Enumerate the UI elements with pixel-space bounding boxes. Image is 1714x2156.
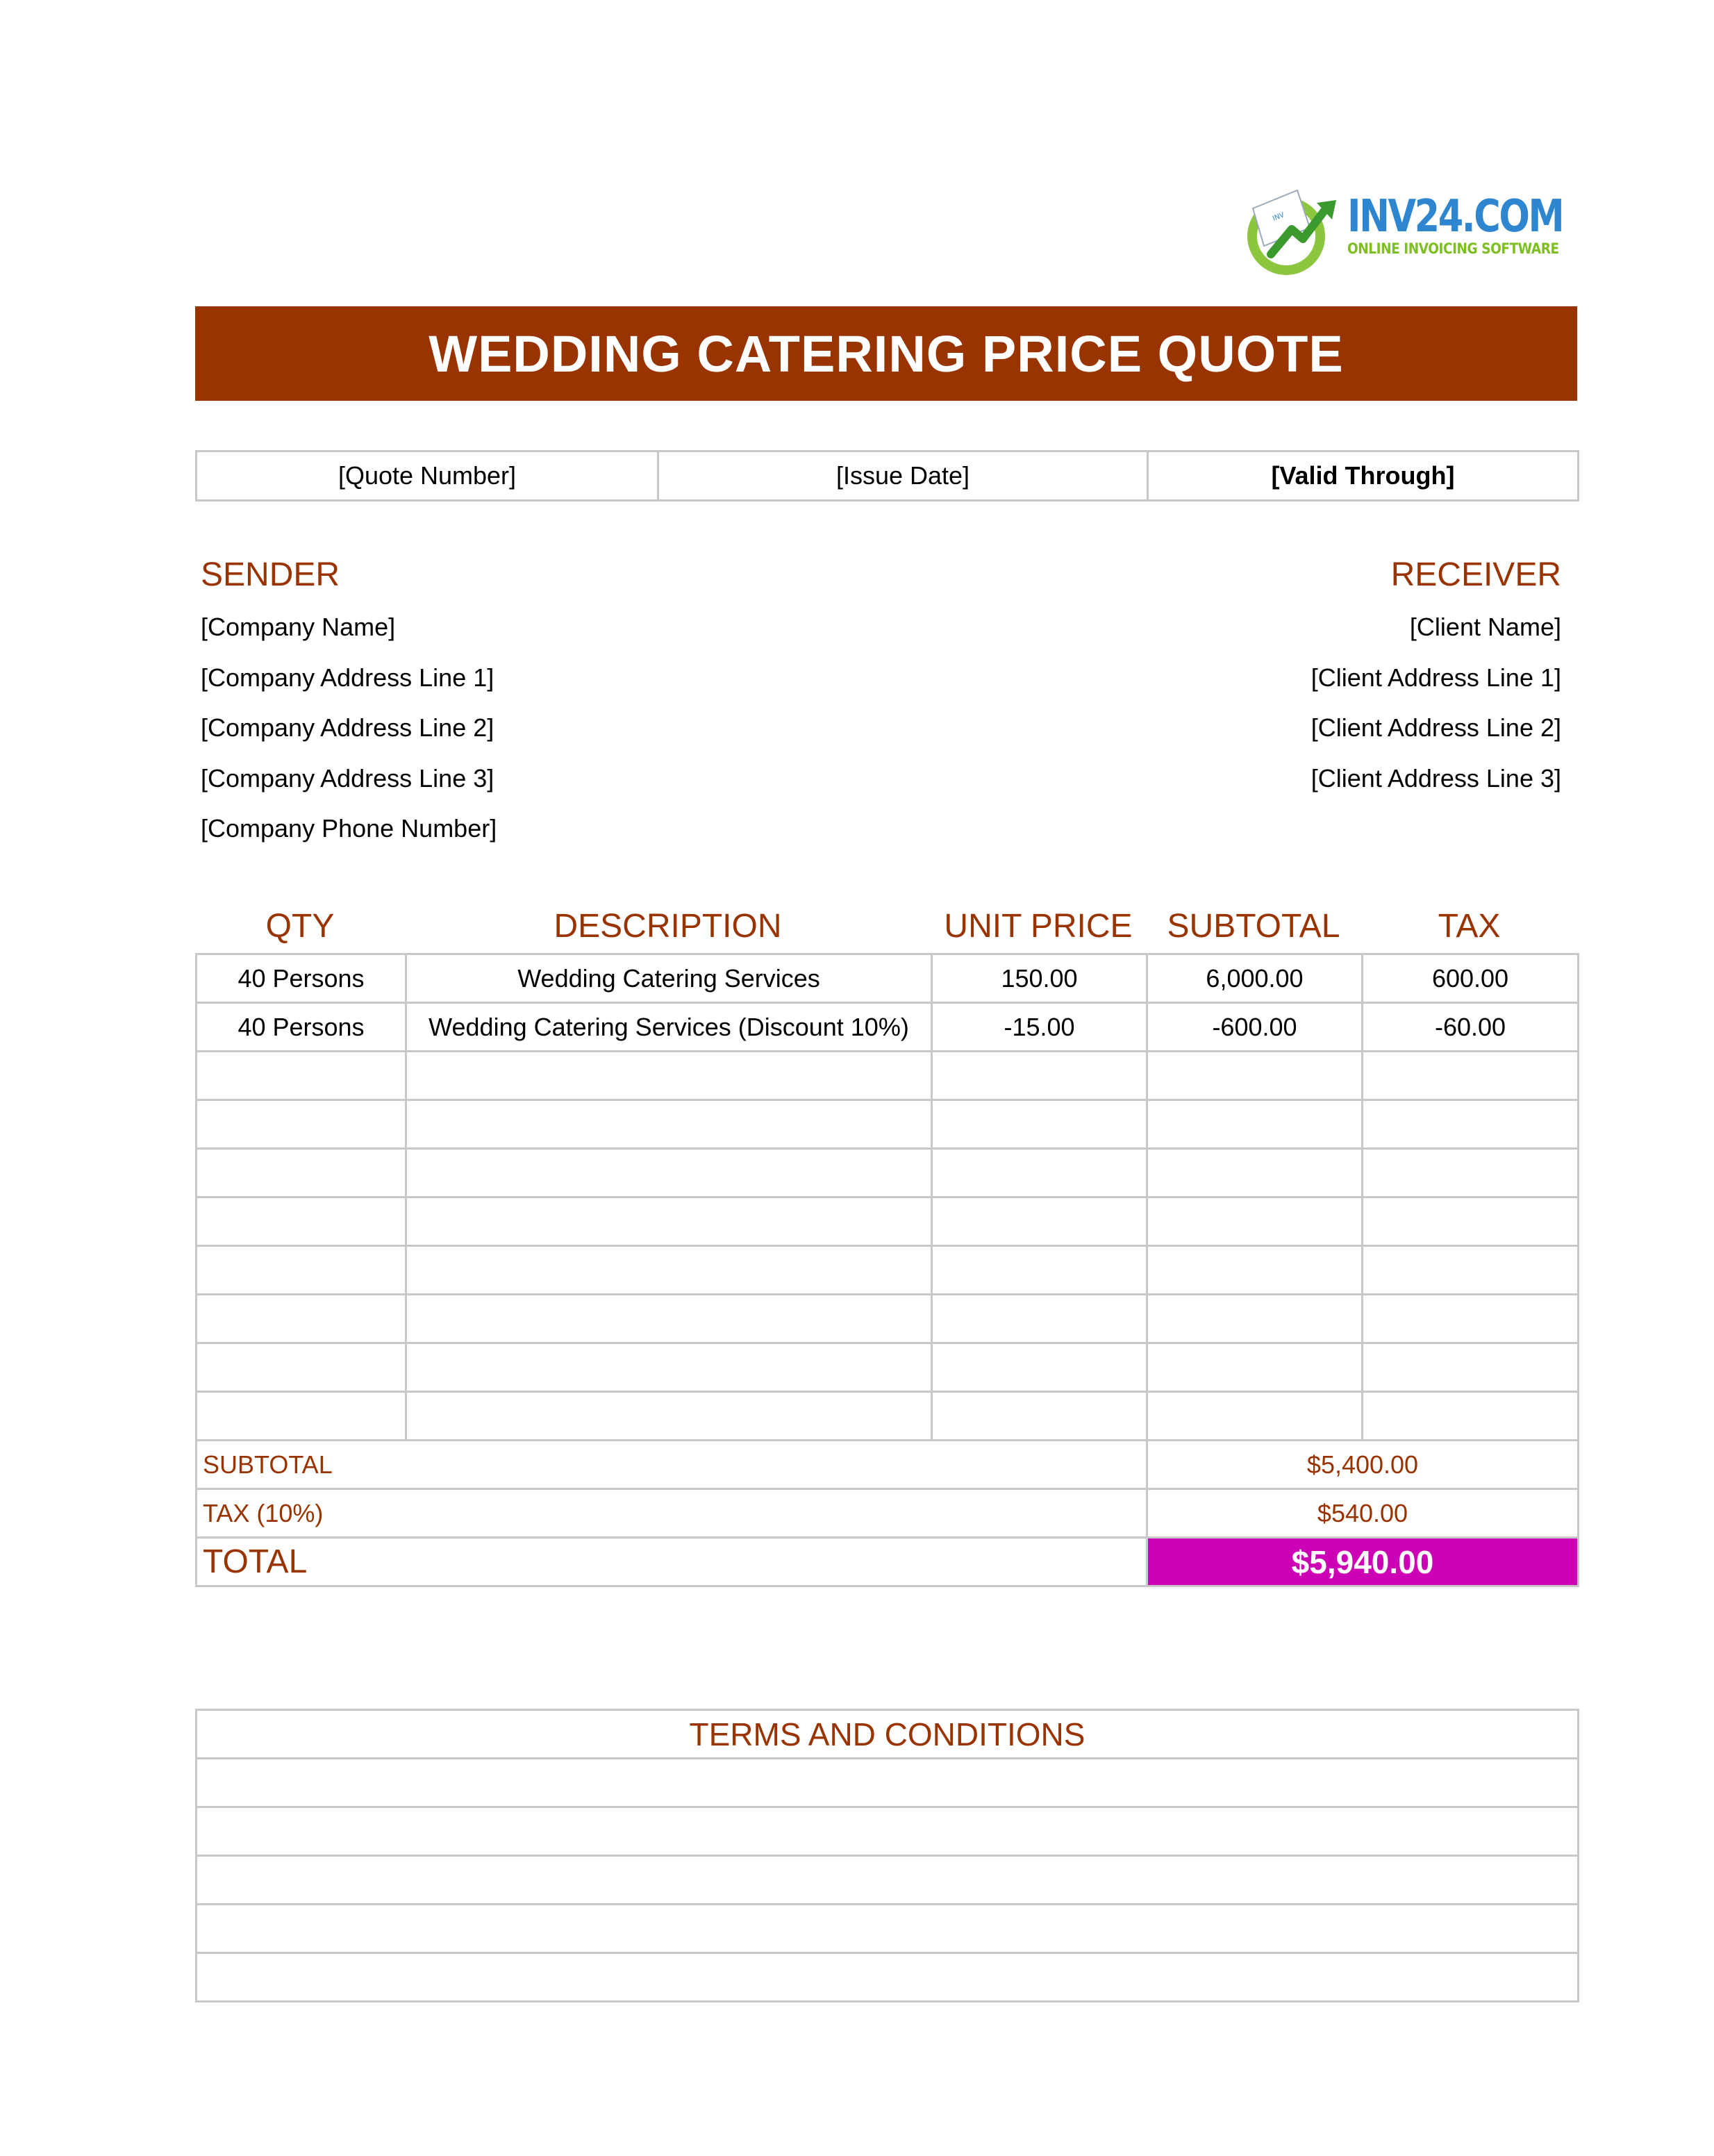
document-title: WEDDING CATERING PRICE QUOTE [428,324,1344,383]
total-value: $5,940.00 [1147,1538,1579,1586]
item-tax[interactable]: 600.00 [1363,954,1579,1003]
valid-through[interactable]: [Valid Through] [1148,451,1579,501]
empty-cell[interactable] [1363,1343,1579,1392]
subtotal-label: SUBTOTAL [197,1441,1147,1489]
empty-cell[interactable] [932,1392,1147,1441]
quote-meta-table [195,450,1579,501]
empty-cell[interactable] [197,1392,406,1441]
col-header-subtotal: SUBTOTAL [1167,908,1340,945]
empty-cell[interactable] [406,1052,932,1100]
empty-cell[interactable] [1363,1295,1579,1343]
empty-cell[interactable] [1147,1052,1363,1100]
svg-text:INV: INV [1272,211,1286,223]
col-header-unit-price: UNIT PRICE [944,908,1133,945]
logo-chart-icon [1243,182,1340,279]
item-tax[interactable]: -60.00 [1363,1003,1579,1052]
empty-cell[interactable] [1147,1343,1363,1392]
item-unit-price[interactable]: 150.00 [932,954,1147,1003]
terms-table [195,1709,1579,2002]
empty-cell[interactable] [406,1295,932,1343]
empty-cell[interactable] [406,1100,932,1149]
empty-cell[interactable] [406,1343,932,1392]
empty-cell[interactable] [406,1197,932,1246]
receiver-address-line-1[interactable]: [Client Address Line 1] [1311,663,1561,692]
empty-cell[interactable] [197,1100,406,1149]
empty-cell[interactable] [1363,1246,1579,1295]
empty-cell[interactable] [197,1149,406,1197]
empty-cell[interactable] [1147,1392,1363,1441]
empty-cell[interactable] [1363,1052,1579,1100]
logo-name: INV24.COM [1347,191,1563,242]
empty-cell[interactable] [932,1197,1147,1246]
empty-cell[interactable] [1363,1100,1579,1149]
empty-cell[interactable] [1147,1197,1363,1246]
empty-cell[interactable] [197,1246,406,1295]
total-row [197,1538,1579,1586]
col-header-tax: TAX [1438,908,1501,945]
terms-line[interactable] [197,1807,1579,1856]
title-banner [195,306,1577,401]
empty-cell[interactable] [197,1295,406,1343]
receiver-address-line-3[interactable]: [Client Address Line 3] [1311,764,1561,793]
item-subtotal[interactable]: 6,000.00 [1147,954,1363,1003]
empty-cell[interactable] [406,1392,932,1441]
item-unit-price[interactable]: -15.00 [932,1003,1147,1052]
empty-row [197,1197,1579,1246]
sender-address-line-1[interactable]: [Company Address Line 1] [201,663,494,692]
empty-cell[interactable] [197,1343,406,1392]
logo-tagline: ONLINE INVOICING SOFTWARE [1347,240,1559,257]
item-subtotal[interactable]: -600.00 [1147,1003,1363,1052]
empty-cell[interactable] [197,1052,406,1100]
empty-row [197,1052,1579,1100]
empty-cell[interactable] [932,1343,1147,1392]
empty-cell[interactable] [932,1246,1147,1295]
total-label: TOTAL [197,1538,1147,1586]
tax-value: $540.00 [1147,1489,1579,1538]
empty-row [197,1392,1579,1441]
sender-heading: SENDER [201,556,340,593]
sender-address-line-3[interactable]: [Company Address Line 3] [201,764,494,793]
terms-line[interactable] [197,1953,1579,2002]
empty-cell[interactable] [1363,1149,1579,1197]
receiver-heading: RECEIVER [1390,556,1561,593]
quote-number[interactable]: [Quote Number] [197,451,658,501]
receiver-address-line-2[interactable]: [Client Address Line 2] [1311,713,1561,742]
empty-row [197,1343,1579,1392]
empty-cell[interactable] [1363,1197,1579,1246]
sender-phone-number[interactable]: [Company Phone Number] [201,814,497,843]
empty-cell[interactable] [197,1197,406,1246]
empty-row [197,1246,1579,1295]
table-row [197,1003,1579,1052]
empty-cell[interactable] [932,1149,1147,1197]
empty-row [197,1149,1579,1197]
sender-address-line-2[interactable]: [Company Address Line 2] [201,713,494,742]
receiver-client-name[interactable]: [Client Name] [1409,613,1561,641]
item-qty[interactable]: 40 Persons [197,1003,406,1052]
sender-company-name[interactable]: [Company Name] [201,613,396,641]
empty-cell[interactable] [1147,1246,1363,1295]
issue-date[interactable]: [Issue Date] [658,451,1148,501]
line-items-table [195,953,1579,1587]
terms-line[interactable] [197,1759,1579,1807]
terms-line[interactable] [197,1856,1579,1905]
table-row [197,954,1579,1003]
tax-row [197,1489,1579,1538]
inv24-logo [1243,182,1563,279]
empty-row [197,1295,1579,1343]
item-description[interactable]: Wedding Catering Services (Discount 10%) [406,1003,932,1052]
item-description[interactable]: Wedding Catering Services [406,954,932,1003]
col-header-qty: QTY [265,908,335,945]
empty-cell[interactable] [932,1100,1147,1149]
item-qty[interactable]: 40 Persons [197,954,406,1003]
empty-cell[interactable] [1147,1295,1363,1343]
empty-row [197,1100,1579,1149]
empty-cell[interactable] [1147,1100,1363,1149]
empty-cell[interactable] [406,1149,932,1197]
col-header-description: DESCRIPTION [554,908,782,945]
empty-cell[interactable] [406,1246,932,1295]
empty-cell[interactable] [932,1295,1147,1343]
terms-line[interactable] [197,1905,1579,1953]
empty-cell[interactable] [1147,1149,1363,1197]
tax-label: TAX (10%) [197,1489,1147,1538]
subtotal-value: $5,400.00 [1147,1441,1579,1489]
empty-cell[interactable] [932,1052,1147,1100]
terms-heading: TERMS AND CONDITIONS [197,1710,1579,1759]
empty-cell[interactable] [1363,1392,1579,1441]
subtotal-row [197,1441,1579,1489]
